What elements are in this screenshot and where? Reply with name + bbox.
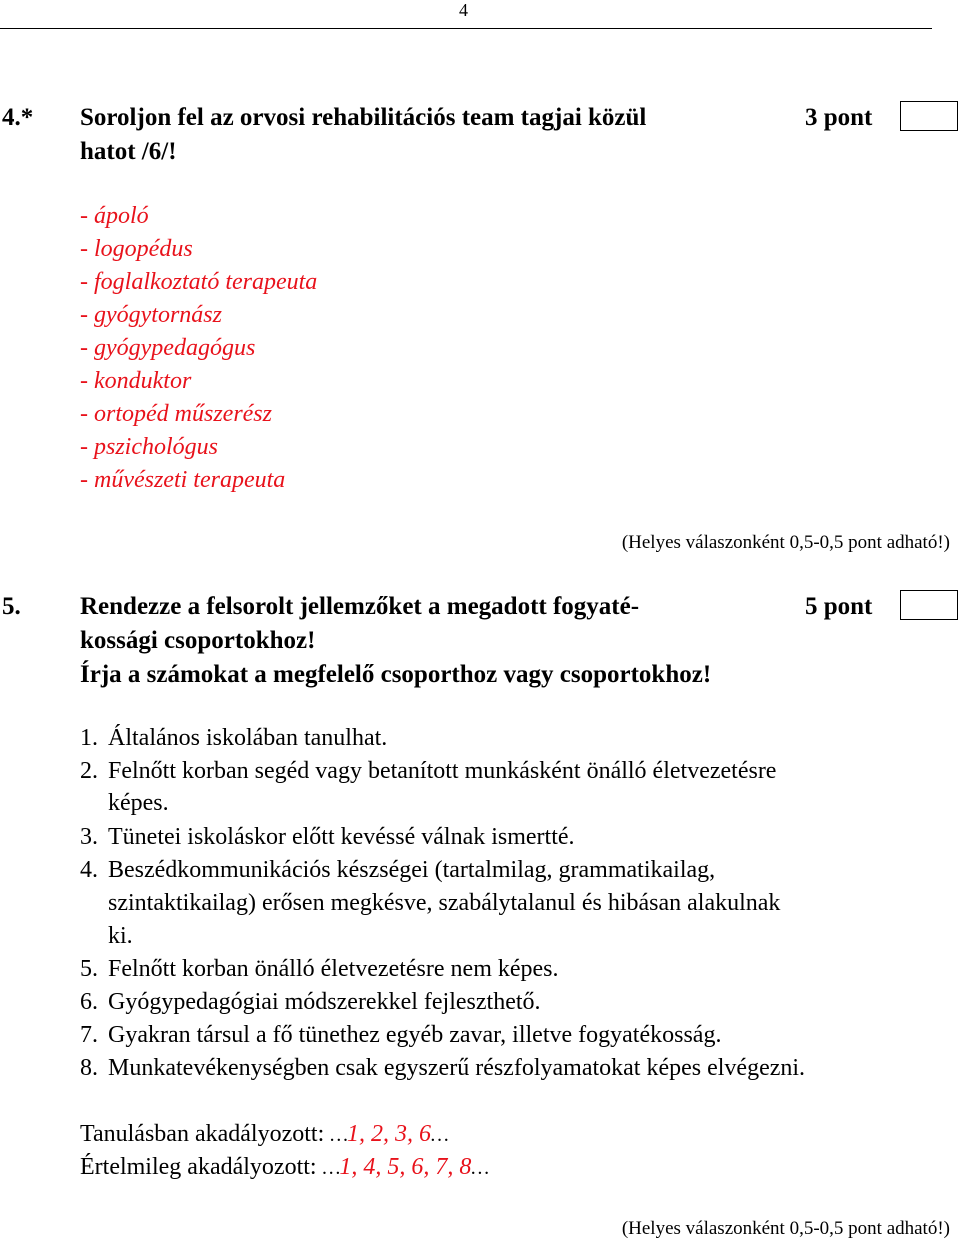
q5-prompt-line3: Írja a számokat a megfelelő csoporthoz vagy csoportokhoz!: [80, 661, 712, 688]
q5-points: 5 pont: [805, 593, 873, 620]
group2-row: [80, 1154, 488, 1181]
q5-item-text: Gyakran társul a fő tünethez egyéb zavar, illetve fogyatékosság.: [108, 1022, 722, 1048]
header-divider: [0, 28, 932, 29]
q4-answer-5: - gyógypedagógus: [80, 335, 256, 361]
q5-score-box[interactable]: [900, 590, 958, 620]
q5-prompt-line2: kossági csoportokhoz!: [80, 627, 316, 654]
q5-item-text: Felnőtt korban önálló életvezetésre nem képes.: [108, 956, 559, 982]
q4-answer-8: - pszichológus: [80, 434, 218, 460]
q4-scoring-note: (Helyes válaszonként 0,5-0,5 pont adható!): [621, 532, 950, 553]
q5-item-number: 5.: [80, 956, 98, 982]
q5-scoring-note: (Helyes válaszonként 0,5-0,5 pont adható!): [621, 1218, 950, 1239]
group1-answer: 1, 2, 3, 6: [347, 1121, 432, 1147]
q5-item-number: 1.: [80, 725, 98, 751]
group2-label: Értelmileg akadályozott:: [80, 1154, 317, 1180]
q5-item-text: szintaktikailag) erősen megkésve, szabálytalanul és hibásan alakulnak: [108, 890, 781, 916]
q5-prompt-line1: Rendezze a felsorolt jellemzőket a megadott fogyaté-: [80, 593, 640, 620]
q5-item-text: Gyógypedagógiai módszerekkel fejleszthető.: [108, 989, 541, 1015]
group1-leading-dots: …: [330, 1124, 348, 1146]
q4-number: 4.*: [2, 104, 34, 131]
q4-prompt-line1: Soroljon fel az orvosi rehabilitációs team tagjai közül: [80, 104, 647, 131]
q5-item-text: ki.: [108, 923, 133, 949]
q5-item-text: Felnőtt korban segéd vagy betanított munkásként önálló életvezetésre: [108, 758, 777, 784]
q5-item-number: 6.: [80, 989, 98, 1015]
q4-points: 3 pont: [805, 104, 873, 131]
group1-trailing-dots: …: [431, 1124, 448, 1146]
q5-item-number: 7.: [80, 1022, 98, 1048]
group2-trailing-dots: …: [471, 1157, 489, 1179]
q5-item-number: 8.: [80, 1055, 98, 1081]
group1-label: Tanulásban akadályozott:: [80, 1121, 325, 1147]
q4-answer-9: - művészeti terapeuta: [80, 467, 286, 493]
q5-item-text: Tünetei iskoláskor előtt kevéssé válnak ismertté.: [108, 824, 575, 850]
q4-answer-6: - konduktor: [80, 368, 192, 394]
group2-leading-dots: …: [322, 1157, 340, 1179]
q4-answer-7: - ortopéd műszerész: [80, 401, 272, 427]
q4-score-box[interactable]: [900, 101, 958, 131]
group2-answer: 1, 4, 5, 6, 7, 8: [339, 1154, 472, 1180]
q4-answer-3: - foglalkoztató terapeuta: [80, 269, 318, 295]
q4-answer-1: - ápoló: [80, 203, 149, 229]
q4-answer-4: - gyógytornász: [80, 302, 222, 328]
q4-prompt-line2: hatot /6/!: [80, 138, 177, 165]
page-number: 4: [459, 0, 468, 20]
q4-answer-2: - logopédus: [80, 236, 193, 262]
q5-item-number: 3.: [80, 824, 98, 850]
q5-number: 5.: [2, 593, 21, 620]
group1-row: [80, 1121, 448, 1148]
q5-item-number: 2.: [80, 758, 98, 784]
q5-item-number: 4.: [80, 857, 98, 883]
q5-item-text: képes.: [108, 790, 169, 816]
q5-item-text: Általános iskolában tanulhat.: [108, 725, 388, 751]
q5-item-text: Munkatevékenységben csak egyszerű részfolyamatokat képes elvégezni.: [108, 1055, 806, 1081]
q5-item-text: Beszédkommunikációs készségei (tartalmilag, grammatikailag,: [108, 857, 716, 883]
